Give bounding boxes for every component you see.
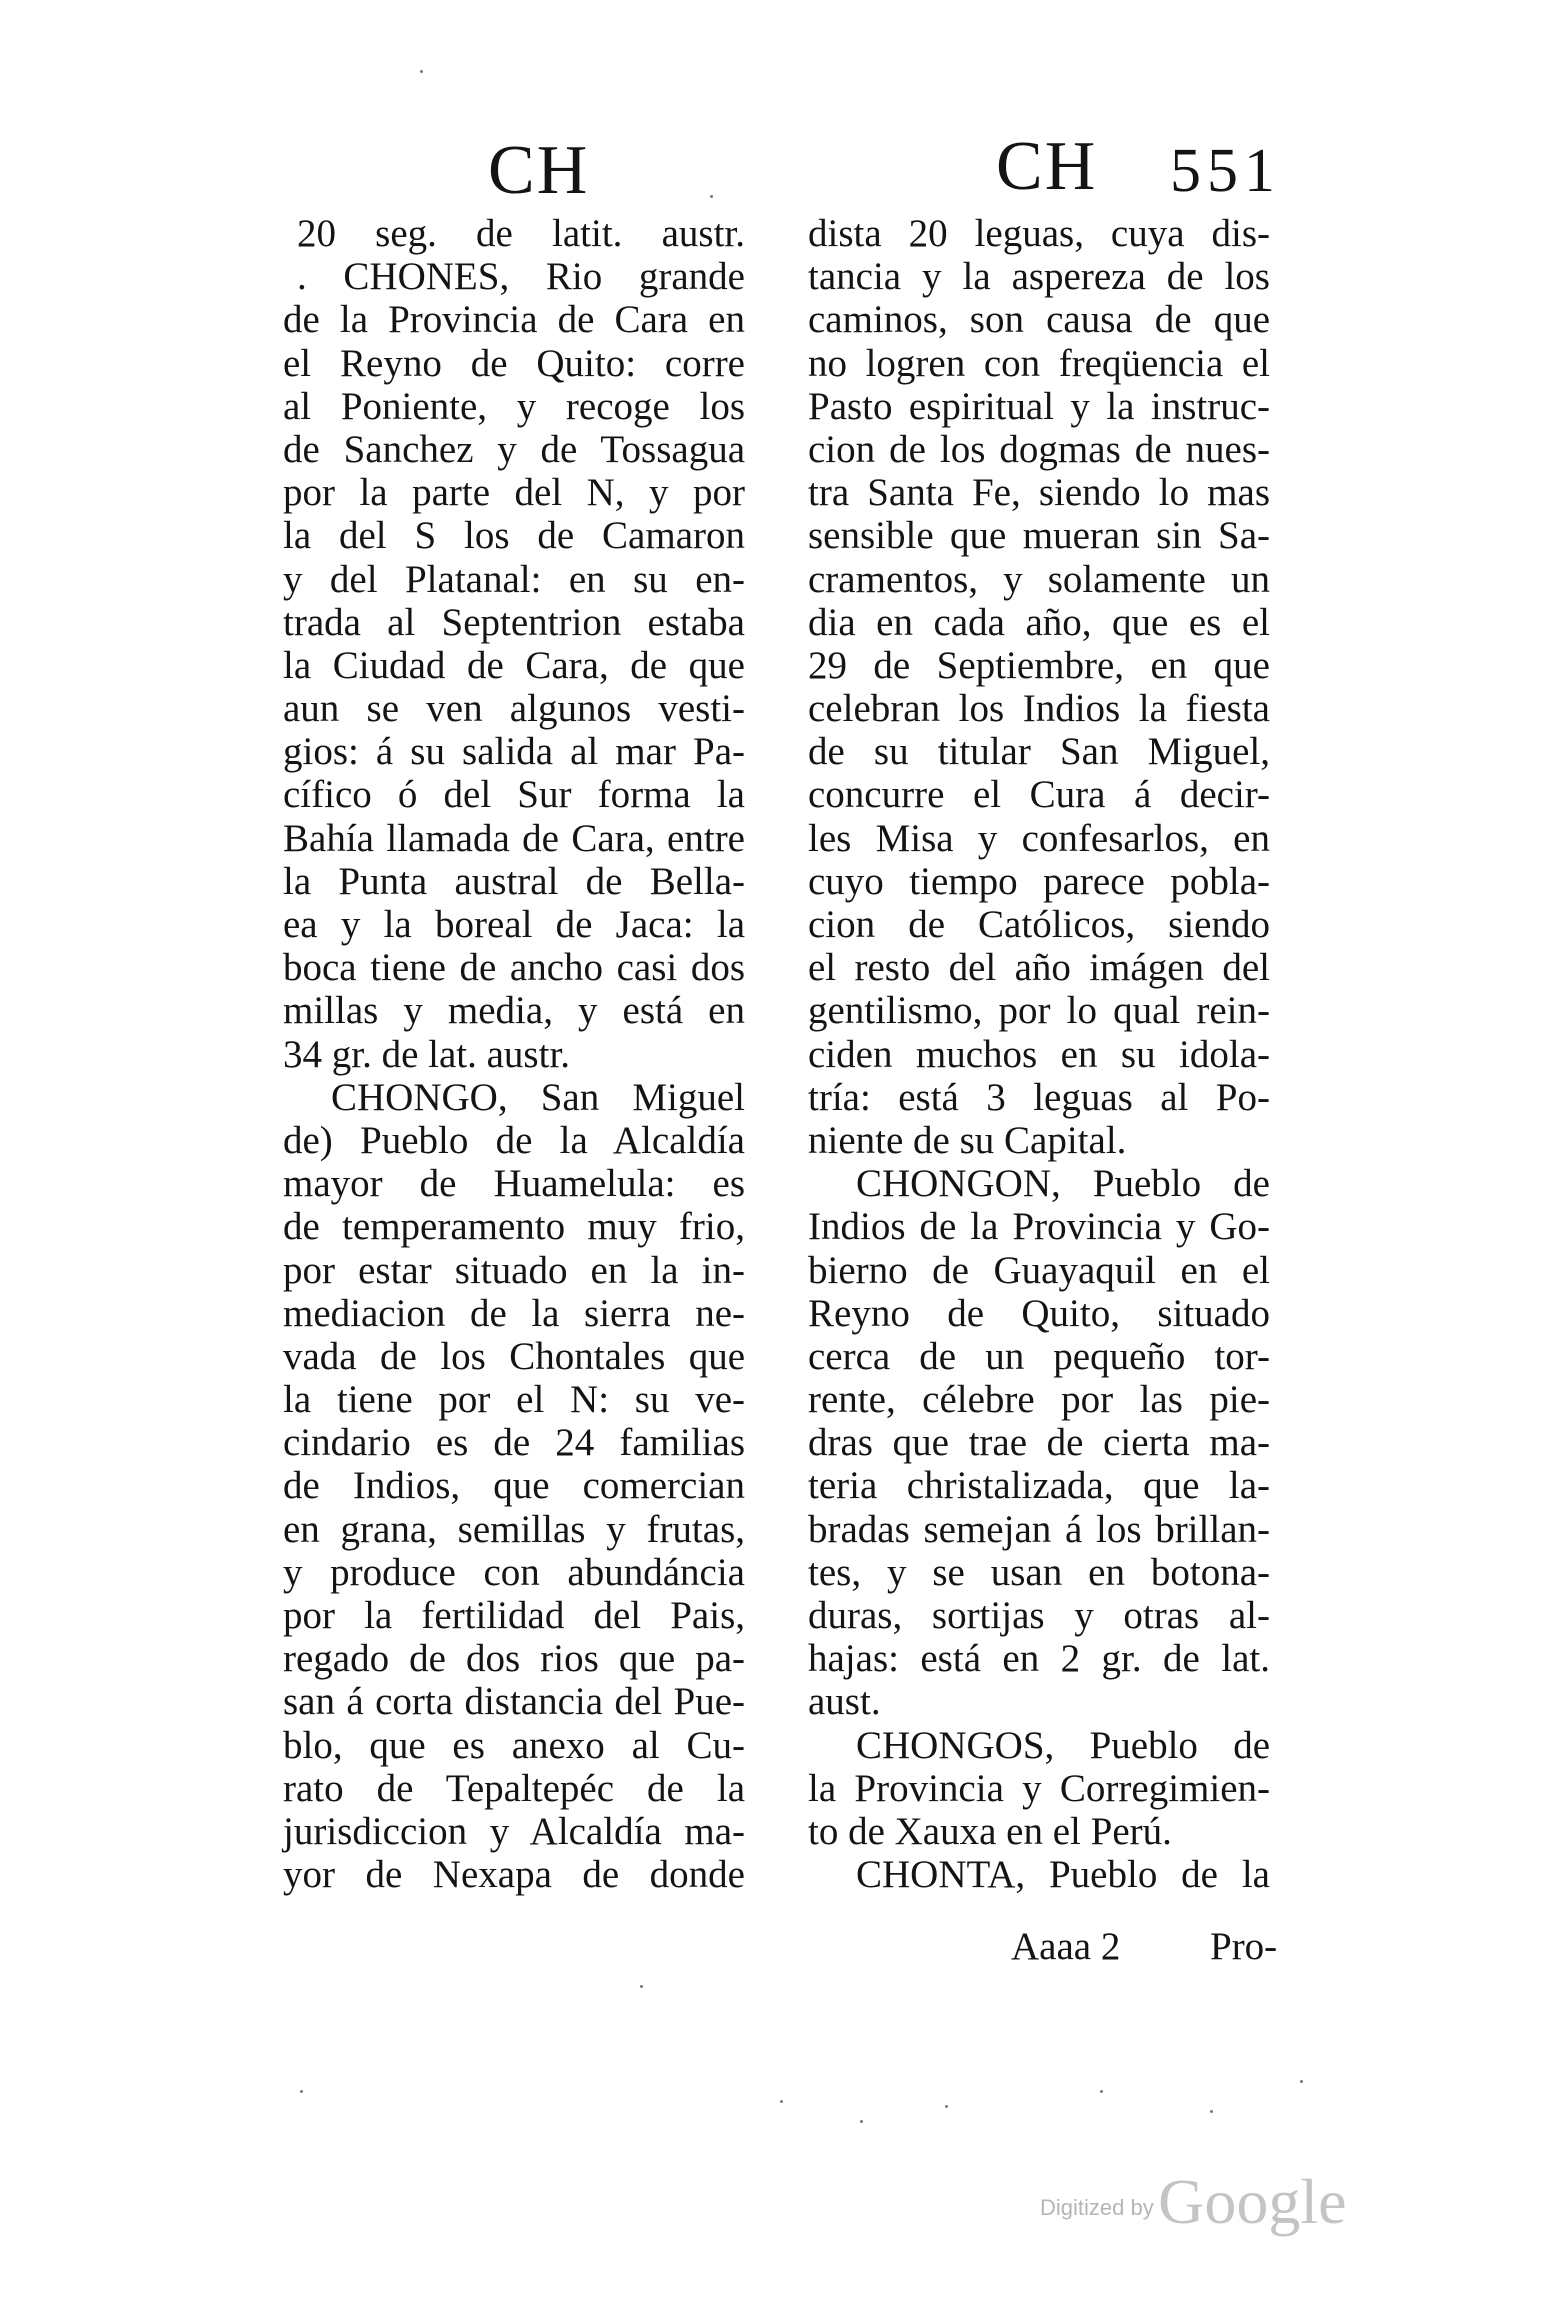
text-line: de Indios, que comercian xyxy=(283,1464,745,1508)
text-line: celebran los Indios la fiesta xyxy=(808,687,1270,731)
text-line: regado de dos rios que pa- xyxy=(283,1637,745,1681)
digitized-watermark xyxy=(1040,2165,1347,2239)
text-line: gentilismo, por lo qual rein- xyxy=(808,989,1270,1033)
text-line: no logren con freqüencia el xyxy=(808,341,1270,385)
text-line: rato de Tepaltepéc de la xyxy=(283,1766,745,1810)
text-line: caminos, son causa de que xyxy=(808,298,1270,342)
text-line: el Reyno de Quito: corre xyxy=(283,341,745,385)
text-line: mayor de Huamelula: es xyxy=(283,1162,745,1206)
text-line: Reyno de Quito, situado xyxy=(808,1291,1270,1335)
text-line: de la Provincia de Cara en xyxy=(283,298,745,342)
text-line: cuyo tiempo parece pobla- xyxy=(808,859,1270,903)
text-line: blo, que es anexo al Cu- xyxy=(283,1723,745,1767)
text-line: aun se ven algunos vesti- xyxy=(283,687,745,731)
text-line: dista 20 leguas, cuya dis- xyxy=(808,212,1270,255)
signature-mark: Aaaa 2 xyxy=(1011,1925,1121,1968)
text-line: 29 de Septiembre, en que xyxy=(808,643,1270,687)
text-line: en grana, semillas y frutas, xyxy=(283,1507,745,1551)
text-line: por estar situado en la in- xyxy=(283,1248,745,1292)
page-number: 551 xyxy=(1170,137,1281,205)
text-line: tancia y la aspereza de los xyxy=(808,255,1270,299)
text-line: y del Platanal: en su en- xyxy=(283,557,745,601)
text-line: de) Pueblo de la Alcaldía xyxy=(283,1118,745,1162)
text-line: dras que trae de cierta ma- xyxy=(808,1421,1270,1465)
text-line: teria christalizada, que la- xyxy=(808,1464,1270,1508)
text-line: la Ciudad de Cara, de que xyxy=(283,643,745,687)
text-line: 34 gr. de lat. austr. xyxy=(283,1032,571,1076)
scan-speck xyxy=(420,70,423,73)
catchword: Pro- xyxy=(1210,1925,1278,1968)
text-line: concurre el Cura á decir- xyxy=(808,773,1270,817)
text-line: dia en cada año, que es el xyxy=(808,600,1270,644)
text-line: cion de los dogmas de nues- xyxy=(808,427,1270,471)
text-line: trada al Septentrion estaba xyxy=(283,600,745,644)
scan-speck xyxy=(300,2090,303,2093)
running-head-left: CH xyxy=(488,132,590,209)
text-line: cindario es de 24 familias xyxy=(283,1421,745,1465)
entry-heading-chongon: CHONGON, Pueblo de xyxy=(856,1162,1270,1206)
text-line: millas y media, y está en xyxy=(283,989,745,1033)
text-line: de temperamento muy frio, xyxy=(283,1205,745,1249)
text-line: ea y la boreal de Jaca: la xyxy=(283,903,745,946)
text-line: mediacion de la sierra ne- xyxy=(283,1291,745,1335)
scan-speck xyxy=(1210,2110,1213,2113)
scan-speck xyxy=(780,2100,783,2103)
text-line: por la fertilidad del Pais, xyxy=(283,1594,745,1637)
text-line: de su titular San Miguel, xyxy=(808,730,1270,774)
entry-heading-chones: . CHONES, Rio grande xyxy=(297,255,745,299)
text-line: Bahía llamada de Cara, entre xyxy=(283,816,745,860)
text-line: la Punta austral de Bella- xyxy=(283,859,745,903)
text-line: tría: está 3 leguas al Po- xyxy=(808,1075,1270,1119)
entry-heading-chongo: CHONGO, San Miguel xyxy=(331,1075,745,1119)
text-line: san á corta distancia del Pue- xyxy=(283,1680,745,1724)
text-line: hajas: está en 2 gr. de lat. xyxy=(808,1637,1270,1681)
text-line: Indios de la Provincia y Go- xyxy=(808,1205,1270,1249)
text-line: la del S los de Camaron xyxy=(283,514,745,558)
text-line: cramentos, y solamente un xyxy=(808,557,1270,601)
entry-heading-chongos: CHONGOS, Pueblo de xyxy=(856,1723,1270,1767)
text-line: la Provincia y Corregimien- xyxy=(808,1766,1270,1810)
text-line: al Poniente, y recoge los xyxy=(283,384,745,428)
entry-heading-chonta: CHONTA, Pueblo de la xyxy=(856,1853,1270,1897)
text-line: gios: á su salida al mar Pa- xyxy=(283,730,745,774)
text-line: la tiene por el N: su ve- xyxy=(283,1378,745,1422)
scan-speck xyxy=(860,2120,863,2123)
right-text-column xyxy=(808,212,1270,1896)
text-line: niente de su Capital. xyxy=(808,1118,1127,1162)
text-line: duras, sortijas y otras al- xyxy=(808,1594,1270,1637)
text-line: de Sanchez y de Tossagua xyxy=(283,427,745,471)
scan-speck xyxy=(640,1985,643,1988)
scan-speck xyxy=(1100,2090,1103,2093)
text-line: 20 seg. de latit. austr. xyxy=(297,212,745,255)
text-line: tra Santa Fe, siendo lo mas xyxy=(808,471,1270,515)
google-logo: Google xyxy=(1158,2166,1347,2237)
text-line: rente, célebre por las pie- xyxy=(808,1378,1270,1422)
text-line: cífico ó del Sur forma la xyxy=(283,773,745,817)
text-line: bradas semejan á los brillan- xyxy=(808,1507,1270,1551)
text-line: aust. xyxy=(808,1680,881,1724)
text-line: ciden muchos en su idola- xyxy=(808,1032,1270,1076)
text-line: yor de Nexapa de donde xyxy=(283,1853,745,1897)
text-line: por la parte del N, y por xyxy=(283,471,745,515)
text-line: bierno de Guayaquil en el xyxy=(808,1248,1270,1292)
running-head-right: CH xyxy=(996,128,1098,205)
text-line: tes, y se usan en botona- xyxy=(808,1550,1270,1594)
left-text-column xyxy=(283,212,745,1896)
text-line: jurisdiccion y Alcaldía ma- xyxy=(283,1809,745,1853)
text-line: Pasto espiritual y la instruc- xyxy=(808,384,1270,428)
scan-speck xyxy=(945,2105,948,2108)
watermark-prefix: Digitized by xyxy=(1040,2195,1154,2220)
scan-speck xyxy=(710,195,713,198)
text-line: cion de Católicos, siendo xyxy=(808,903,1270,946)
text-line: y produce con abundáncia xyxy=(283,1550,745,1594)
text-line: to de Xauxa en el Perú. xyxy=(808,1809,1172,1853)
text-line: el resto del año imágen del xyxy=(808,946,1270,990)
text-line: les Misa y confesarlos, en xyxy=(808,816,1270,860)
text-line: cerca de un pequeño tor- xyxy=(808,1334,1270,1378)
text-line: sensible que mueran sin Sa- xyxy=(808,514,1270,558)
text-line: vada de los Chontales que xyxy=(283,1334,745,1378)
scan-speck xyxy=(1300,2080,1303,2083)
text-line: boca tiene de ancho casi dos xyxy=(283,946,745,990)
